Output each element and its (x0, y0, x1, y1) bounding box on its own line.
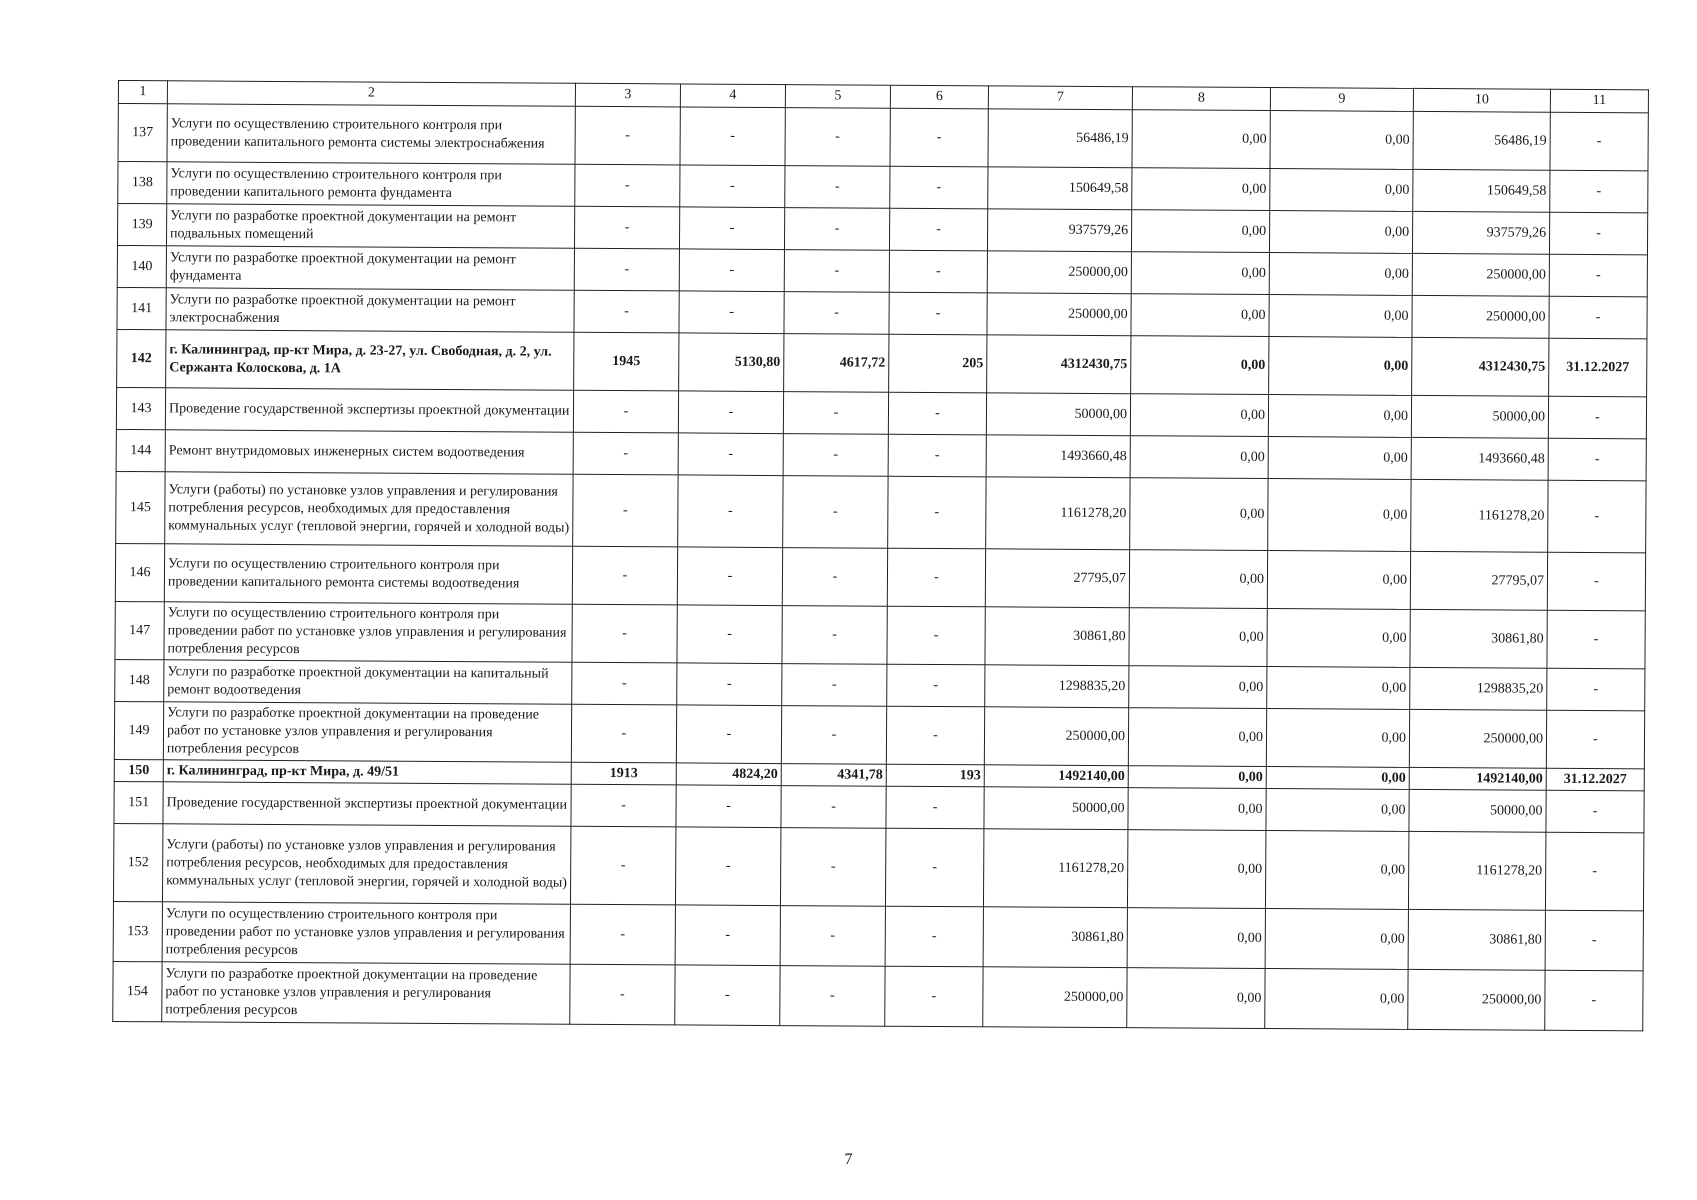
fund-share-cell: 0,00 (1129, 666, 1267, 709)
row-number-cell: 142 (117, 329, 166, 387)
owners-share-cell: 937579,26 (1412, 211, 1549, 254)
row-number-cell: 148 (115, 659, 164, 701)
completion-date-cell: - (1550, 170, 1648, 213)
row-number-cell: 138 (118, 162, 167, 204)
owners-share-cell: 1493660,48 (1411, 437, 1548, 480)
work-description-cell: г. Калининград, пр-кт Мира, д. 49/51 (163, 760, 571, 784)
total-area-cell: - (675, 827, 780, 906)
year-built-cell: - (575, 164, 680, 207)
residents-count-cell: - (890, 166, 988, 209)
total-cost-cell: 1161278,20 (983, 829, 1127, 908)
fund-share-cell: 0,00 (1129, 550, 1267, 609)
owners-share-cell: 1492140,00 (1409, 767, 1546, 790)
budget-table (112, 80, 1649, 1031)
work-description-cell: Услуги по разработке проектной документации на капитальный ремонт водоотведения (164, 660, 572, 704)
column-number-header: 5 (785, 85, 890, 109)
year-built-cell: - (574, 206, 679, 249)
total-area-cell: - (680, 107, 785, 166)
completion-date-cell: - (1547, 668, 1645, 711)
total-cost-cell: 150649,58 (988, 167, 1132, 210)
total-area-cell: - (677, 547, 782, 606)
owners-share-cell: 56486,19 (1413, 111, 1550, 170)
owners-share-cell: 50000,00 (1411, 395, 1548, 438)
fund-share-cell: 0,00 (1127, 908, 1265, 969)
completion-date-cell: - (1548, 438, 1646, 481)
fund-share-cell: 0,00 (1130, 478, 1268, 551)
document-sheet (112, 80, 1648, 1031)
owners-share-cell: 250000,00 (1409, 709, 1546, 768)
budget-share-cell: 0,00 (1267, 551, 1410, 610)
living-area-cell: - (783, 392, 888, 435)
living-area-cell: - (783, 434, 888, 477)
residents-count-cell: - (885, 906, 983, 967)
owners-share-cell: 1161278,20 (1408, 831, 1545, 910)
completion-date-cell: - (1548, 480, 1646, 553)
work-description-cell: Услуги по разработке проектной документации на проведение работ по установке узлов управления и регулирования потребления ресурсов (162, 962, 570, 1024)
page-number: 7 (844, 1151, 853, 1168)
total-cost-cell: 56486,19 (988, 109, 1132, 168)
living-area-cell: - (780, 966, 885, 1027)
fund-share-cell: 0,00 (1132, 168, 1270, 211)
total-area-cell: - (678, 475, 783, 548)
living-area-cell: 4341,78 (781, 764, 886, 787)
budget-share-cell: 0,00 (1269, 253, 1412, 296)
residents-count-cell: - (888, 434, 986, 477)
residents-count-cell: - (889, 208, 987, 251)
table-row (116, 471, 1646, 552)
row-number-cell: 153 (113, 901, 162, 961)
year-built-cell: - (570, 964, 675, 1025)
owners-share-cell: 50000,00 (1409, 789, 1546, 832)
completion-date-cell: - (1545, 910, 1643, 971)
table-row (117, 329, 1647, 396)
work-description-cell: Услуги по разработке проектной документации на ремонт электроснабжения (166, 288, 574, 332)
total-area-cell: - (679, 291, 784, 334)
owners-share-cell: 250000,00 (1412, 253, 1549, 296)
work-description-cell: г. Калининград, пр-кт Мира, д. 23-27, ул. Свободная, д. 2, ул. Сержанта Колоскова, д. 1А (166, 330, 574, 390)
budget-share-cell: 0,00 (1270, 169, 1413, 212)
table-row (114, 701, 1644, 768)
living-area-cell: - (781, 706, 886, 765)
total-area-cell: - (680, 165, 785, 208)
row-number-cell: 151 (114, 781, 163, 823)
row-number-cell: 141 (117, 287, 166, 329)
row-number-cell: 147 (115, 601, 164, 659)
residents-count-cell: 193 (886, 764, 984, 787)
residents-count-cell: 205 (889, 334, 987, 393)
budget-share-cell: 0,00 (1266, 767, 1409, 790)
completion-date-cell: - (1549, 254, 1647, 297)
row-number-cell: 154 (113, 961, 162, 1021)
total-area-cell: - (678, 391, 783, 434)
column-number-header: 8 (1132, 87, 1270, 111)
row-number-cell: 139 (117, 204, 166, 246)
fund-share-cell: 0,00 (1128, 788, 1266, 831)
total-area-cell: 4824,20 (676, 763, 781, 786)
owners-share-cell: 1161278,20 (1411, 479, 1548, 552)
total-cost-cell: 30861,80 (983, 907, 1127, 968)
table-row (113, 901, 1643, 970)
living-area-cell: 4617,72 (784, 334, 889, 393)
budget-share-cell: 0,00 (1265, 831, 1408, 910)
year-built-cell: 1945 (574, 332, 679, 391)
total-cost-cell: 1161278,20 (986, 477, 1130, 550)
table-row (113, 961, 1643, 1030)
work-description-cell: Услуги по разработке проектной документации на проведение работ по установке узлов управления и регулирования потребления ресурсов (163, 702, 571, 762)
work-description-cell: Проведение государственной экспертизы проектной документации (163, 782, 571, 826)
total-cost-cell: 1298835,20 (985, 665, 1129, 708)
residents-count-cell: - (885, 966, 983, 1027)
total-cost-cell: 27795,07 (985, 549, 1129, 608)
total-area-cell: - (676, 785, 781, 828)
total-area-cell: - (679, 249, 784, 292)
fund-share-cell: 0,00 (1128, 708, 1266, 767)
completion-date-cell: 31.12.2027 (1549, 338, 1647, 397)
owners-share-cell: 1298835,20 (1410, 667, 1547, 710)
year-built-cell: - (572, 604, 677, 663)
completion-date-cell: - (1546, 710, 1644, 769)
total-area-cell: - (676, 705, 781, 764)
completion-date-cell: - (1548, 396, 1646, 439)
work-description-cell: Ремонт внутридомовых инженерных систем водоотведения (165, 430, 573, 474)
residents-count-cell: - (885, 828, 983, 907)
residents-count-cell: - (889, 292, 987, 335)
living-area-cell: - (785, 166, 890, 209)
year-built-cell: - (573, 432, 678, 475)
column-number-header: 7 (988, 86, 1132, 110)
owners-share-cell: 250000,00 (1408, 969, 1545, 1030)
budget-share-cell: 0,00 (1268, 437, 1411, 480)
work-description-cell: Услуги по осуществлению строительного контроля при проведении работ по установке узлов управления и регулирования потребления ресурсов (162, 902, 570, 964)
total-cost-cell: 4312430,75 (987, 335, 1131, 394)
column-number-header: 1 (118, 81, 167, 104)
total-cost-cell: 250000,00 (987, 251, 1131, 294)
column-number-header: 9 (1270, 88, 1413, 112)
year-built-cell: - (570, 826, 675, 905)
budget-share-cell: 0,00 (1267, 667, 1410, 710)
fund-share-cell: 0,00 (1127, 830, 1265, 909)
year-built-cell: - (571, 784, 676, 827)
fund-share-cell: 0,00 (1130, 436, 1268, 479)
budget-share-cell: 0,00 (1268, 479, 1411, 552)
owners-share-cell: 4312430,75 (1412, 337, 1549, 396)
work-description-cell: Услуги (работы) по установке узлов управления и регулирования потребления ресурсов, необходимых для предоставления коммунальных услуг (тепловой энергии, горячей и холодной воды) (162, 824, 570, 904)
budget-share-cell: 0,00 (1269, 295, 1412, 338)
completion-date-cell: - (1545, 970, 1643, 1031)
living-area-cell: - (782, 664, 887, 707)
year-built-cell: - (572, 662, 677, 705)
owners-share-cell: 150649,58 (1413, 169, 1550, 212)
budget-share-cell: 0,00 (1268, 395, 1411, 438)
fund-share-cell: 0,00 (1128, 766, 1266, 789)
table-row (115, 601, 1645, 668)
owners-share-cell: 27795,07 (1410, 551, 1547, 610)
completion-date-cell: - (1549, 212, 1647, 255)
residents-count-cell: - (886, 786, 984, 829)
fund-share-cell: 0,00 (1131, 252, 1269, 295)
row-number-cell: 144 (116, 429, 165, 471)
living-area-cell: - (782, 548, 887, 607)
column-number-header: 11 (1550, 89, 1648, 113)
residents-count-cell: - (888, 476, 986, 549)
completion-date-cell: - (1550, 112, 1648, 171)
living-area-cell: - (784, 208, 889, 251)
budget-share-cell: 0,00 (1267, 609, 1410, 668)
total-cost-cell: 250000,00 (983, 967, 1127, 1028)
completion-date-cell: - (1547, 610, 1645, 669)
budget-share-cell: 0,00 (1270, 111, 1413, 170)
total-area-cell: 5130,80 (679, 333, 784, 392)
budget-share-cell: 0,00 (1266, 789, 1409, 832)
column-number-header: 3 (575, 83, 680, 107)
row-number-cell: 143 (116, 387, 165, 429)
fund-share-cell: 0,00 (1127, 968, 1265, 1029)
budget-share-cell: 0,00 (1266, 709, 1409, 768)
residents-count-cell: - (886, 706, 984, 765)
total-cost-cell: 250000,00 (987, 293, 1131, 336)
total-area-cell: - (677, 605, 782, 664)
completion-date-cell: - (1546, 790, 1644, 833)
table-body (113, 81, 1649, 1031)
total-area-cell: - (678, 433, 783, 476)
work-description-cell: Услуги по разработке проектной документации на ремонт фундамента (166, 246, 574, 290)
completion-date-cell: 31.12.2027 (1546, 768, 1644, 791)
row-number-cell: 152 (113, 823, 162, 901)
total-area-cell: - (677, 663, 782, 706)
row-number-cell: 150 (114, 759, 163, 781)
total-cost-cell: 30861,80 (985, 607, 1129, 666)
total-cost-cell: 1492140,00 (984, 765, 1128, 788)
living-area-cell: - (781, 786, 886, 829)
living-area-cell: - (784, 250, 889, 293)
total-area-cell: - (675, 905, 780, 966)
work-description-cell: Услуги по осуществлению строительного контроля при проведении капитального ремонта системы водоотведения (164, 544, 572, 604)
total-cost-cell: 50000,00 (984, 787, 1128, 830)
work-description-cell: Услуги по разработке проектной документации на ремонт подвальных помещений (166, 204, 574, 248)
residents-count-cell: - (888, 392, 986, 435)
table-row (115, 543, 1645, 610)
completion-date-cell: - (1545, 832, 1643, 911)
residents-count-cell: - (887, 664, 985, 707)
total-area-cell: - (675, 965, 780, 1026)
table-row (113, 823, 1643, 910)
total-cost-cell: 937579,26 (987, 209, 1131, 252)
work-description-cell: Услуги по осуществлению строительного контроля при проведении работ по установке узлов управления и регулирования потребления ресурсов (164, 602, 572, 662)
residents-count-cell: - (889, 250, 987, 293)
year-built-cell: - (575, 106, 680, 165)
fund-share-cell: 0,00 (1129, 608, 1267, 667)
completion-date-cell: - (1547, 552, 1645, 611)
completion-date-cell: - (1549, 296, 1647, 339)
fund-share-cell: 0,00 (1131, 210, 1269, 253)
row-number-cell: 140 (117, 245, 166, 287)
fund-share-cell: 0,00 (1130, 394, 1268, 437)
year-built-cell: 1913 (571, 762, 676, 785)
row-number-cell: 137 (118, 104, 167, 162)
work-description-cell: Услуги по осуществлению строительного контроля при проведении капитального ремонта фундамента (167, 162, 575, 206)
year-built-cell: - (572, 546, 677, 605)
column-number-header: 6 (890, 85, 988, 109)
total-cost-cell: 50000,00 (986, 393, 1130, 436)
residents-count-cell: - (887, 606, 985, 665)
living-area-cell: - (785, 108, 890, 167)
fund-share-cell: 0,00 (1131, 294, 1269, 337)
fund-share-cell: 0,00 (1131, 336, 1269, 395)
living-area-cell: - (783, 476, 888, 549)
owners-share-cell: 30861,80 (1410, 609, 1547, 668)
budget-share-cell: 0,00 (1269, 337, 1412, 396)
budget-share-cell: 0,00 (1265, 909, 1408, 970)
total-area-cell: - (679, 207, 784, 250)
living-area-cell: - (780, 906, 885, 967)
year-built-cell: - (570, 904, 675, 965)
row-number-cell: 146 (115, 543, 164, 601)
year-built-cell: - (574, 290, 679, 333)
fund-share-cell: 0,00 (1132, 110, 1270, 169)
year-built-cell: - (574, 248, 679, 291)
year-built-cell: - (571, 704, 676, 763)
residents-count-cell: - (890, 108, 988, 167)
year-built-cell: - (573, 474, 678, 547)
owners-share-cell: 250000,00 (1412, 295, 1549, 338)
row-number-cell: 149 (114, 701, 163, 759)
budget-share-cell: 0,00 (1269, 211, 1412, 254)
living-area-cell: - (782, 606, 887, 665)
column-number-header: 4 (680, 84, 785, 108)
work-description-cell: Услуги (работы) по установке узлов управления и регулирования потребления ресурсов, необходимых для предоставления коммунальных услуг (тепловой энергии, горячей и холодной воды) (165, 472, 573, 546)
owners-share-cell: 30861,80 (1408, 909, 1545, 970)
column-number-header: 10 (1413, 88, 1550, 112)
residents-count-cell: - (887, 548, 985, 607)
living-area-cell: - (784, 292, 889, 335)
work-description-cell: Проведение государственной экспертизы проектной документации (165, 388, 573, 432)
row-number-cell: 145 (116, 471, 165, 543)
living-area-cell: - (780, 828, 885, 907)
year-built-cell: - (573, 390, 678, 433)
work-description-cell: Услуги по осуществлению строительного контроля при проведении капитального ремонта системы электроснабжения (167, 104, 575, 164)
budget-share-cell: 0,00 (1265, 969, 1408, 1030)
total-cost-cell: 250000,00 (984, 707, 1128, 766)
column-number-header: 2 (167, 81, 575, 106)
total-cost-cell: 1493660,48 (986, 435, 1130, 478)
table-row (118, 104, 1648, 171)
